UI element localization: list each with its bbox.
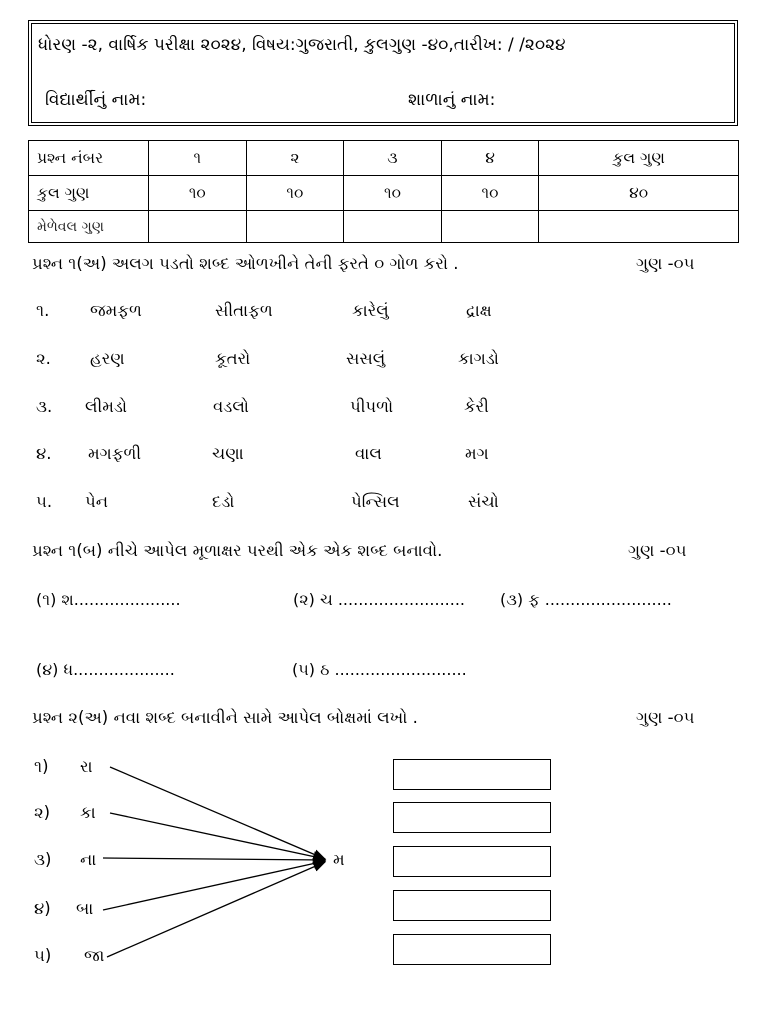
q2a-syllable: રા bbox=[80, 757, 93, 776]
q2a-num: ૨) bbox=[34, 803, 51, 822]
q1a-row-num: ૨. bbox=[36, 349, 51, 368]
q1a-row-num: ૪. bbox=[36, 444, 52, 463]
q1a-word[interactable]: સસલું bbox=[346, 349, 386, 368]
q1b-blank[interactable]: (૧) શ..................... bbox=[36, 590, 181, 609]
q1a-word[interactable]: કેરી bbox=[464, 397, 489, 416]
table-cell: કુલ ગુણ bbox=[29, 176, 149, 211]
answer-box-2[interactable] bbox=[393, 802, 551, 833]
school-name-label: શાળાનું નામ: bbox=[408, 90, 496, 110]
q1b-blank[interactable]: (૫) ઠ .......................... bbox=[292, 660, 467, 679]
q2a-syllable: ના bbox=[80, 850, 97, 869]
q2a-num: ૩) bbox=[34, 850, 52, 869]
answer-box-5[interactable] bbox=[393, 934, 551, 965]
q1a-word[interactable]: સંચો bbox=[468, 492, 499, 511]
arrow-line bbox=[103, 858, 325, 860]
q1a-word[interactable]: કારેલું bbox=[352, 301, 389, 320]
q1a-word[interactable]: કૂતરો bbox=[215, 349, 251, 368]
arrow-line bbox=[103, 861, 325, 910]
q1a-word[interactable]: જમફળ bbox=[90, 301, 142, 320]
table-cell: કુલ ગુણ bbox=[539, 141, 739, 176]
table-cell: ૩ bbox=[344, 141, 442, 176]
q1a-word[interactable]: પીપળો bbox=[350, 397, 394, 416]
q1a-row-num: ૫. bbox=[36, 492, 53, 511]
q1a-word[interactable]: ચણા bbox=[212, 444, 244, 463]
q1a-word[interactable]: મગફળી bbox=[88, 444, 142, 463]
table-cell: ૧૦ bbox=[441, 176, 539, 211]
q1a-word[interactable]: મગ bbox=[465, 444, 489, 463]
q1a-word[interactable]: સીતાફળ bbox=[215, 301, 273, 320]
q1a-word[interactable]: લીમડો bbox=[85, 397, 128, 416]
arrow-line bbox=[107, 862, 325, 957]
arrow-line bbox=[110, 767, 325, 859]
q2a-target-letter: મ bbox=[333, 850, 345, 869]
q1a-row-num: ૧. bbox=[36, 301, 50, 320]
q1b-blank[interactable]: (૨) ચ ......................... bbox=[293, 590, 465, 609]
table-cell: મેળેવલ ગુણ bbox=[29, 211, 149, 243]
q1b-marks: ગુણ -૦૫ bbox=[628, 541, 687, 560]
q1a-row-num: ૩. bbox=[36, 397, 53, 416]
q2a-syllable: જા bbox=[84, 946, 105, 965]
table-cell: ૧ bbox=[149, 141, 247, 176]
answer-box-4[interactable] bbox=[393, 890, 551, 921]
q1b-blank[interactable]: (૩) ફ ......................... bbox=[500, 590, 672, 609]
q2a-syllable: કા bbox=[80, 803, 96, 822]
q1a-word[interactable]: દ્રાક્ષ bbox=[466, 301, 492, 320]
table-cell: ૧૦ bbox=[246, 176, 344, 211]
q2a-syllable: બા bbox=[76, 899, 94, 918]
q1a-word[interactable]: પેન bbox=[85, 492, 109, 511]
table-cell: ૪૦ bbox=[539, 176, 739, 211]
q1a-word[interactable]: કાગડો bbox=[458, 349, 499, 368]
answer-box-3[interactable] bbox=[393, 846, 551, 877]
q2a-prompt: પ્રશ્ન ૨(અ) નવા શબ્દ બનાવીને સામે આપેલ બોક્ષમાં લખો . bbox=[32, 708, 418, 727]
q2a-marks: ગુણ -૦૫ bbox=[636, 708, 695, 727]
q1b-prompt: પ્રશ્ન ૧(બ) નીચે આપેલ મૂળાક્ષર પરથી એક એક શબ્દ બનાવો. bbox=[32, 541, 443, 560]
table-cell: પ્રશ્ન નંબર bbox=[29, 141, 149, 176]
q1a-word[interactable]: વાલ bbox=[355, 444, 382, 463]
q1a-word[interactable]: પેન્સિલ bbox=[351, 492, 400, 511]
q2a-num: ૪) bbox=[34, 899, 51, 918]
student-name-label: વિદ્યાર્થીનું નામ: bbox=[45, 90, 147, 110]
q2a-num: ૧) bbox=[34, 757, 49, 776]
exam-title: ધોરણ -૨, વાર્ષિક પરીક્ષા ૨૦૨૪, વિષય:ગુજરાતી, કુલગુણ -૪૦,તારીખ: / /૨૦૨૪ bbox=[38, 35, 566, 55]
arrow-line bbox=[110, 813, 325, 859]
table-cell: ૨ bbox=[246, 141, 344, 176]
q1a-word[interactable]: વડલો bbox=[213, 397, 249, 416]
q1a-marks: ગુણ -૦૫ bbox=[636, 254, 695, 273]
table-cell: ૧૦ bbox=[149, 176, 247, 211]
q1a-prompt: પ્રશ્ન ૧(અ) અલગ પડતો શબ્દ ઓળખીને તેની ફરતે ૦ ગોળ કરો . bbox=[32, 254, 459, 273]
q1b-blank[interactable]: (૪) ધ.................... bbox=[36, 660, 175, 679]
table-cell: ૧૦ bbox=[344, 176, 442, 211]
q1a-word[interactable]: હરણ bbox=[90, 349, 125, 368]
table-cell: ૪ bbox=[441, 141, 539, 176]
q2a-num: ૫) bbox=[34, 946, 52, 965]
q1a-word[interactable]: દડો bbox=[212, 492, 235, 511]
answer-box-1[interactable] bbox=[393, 759, 551, 790]
